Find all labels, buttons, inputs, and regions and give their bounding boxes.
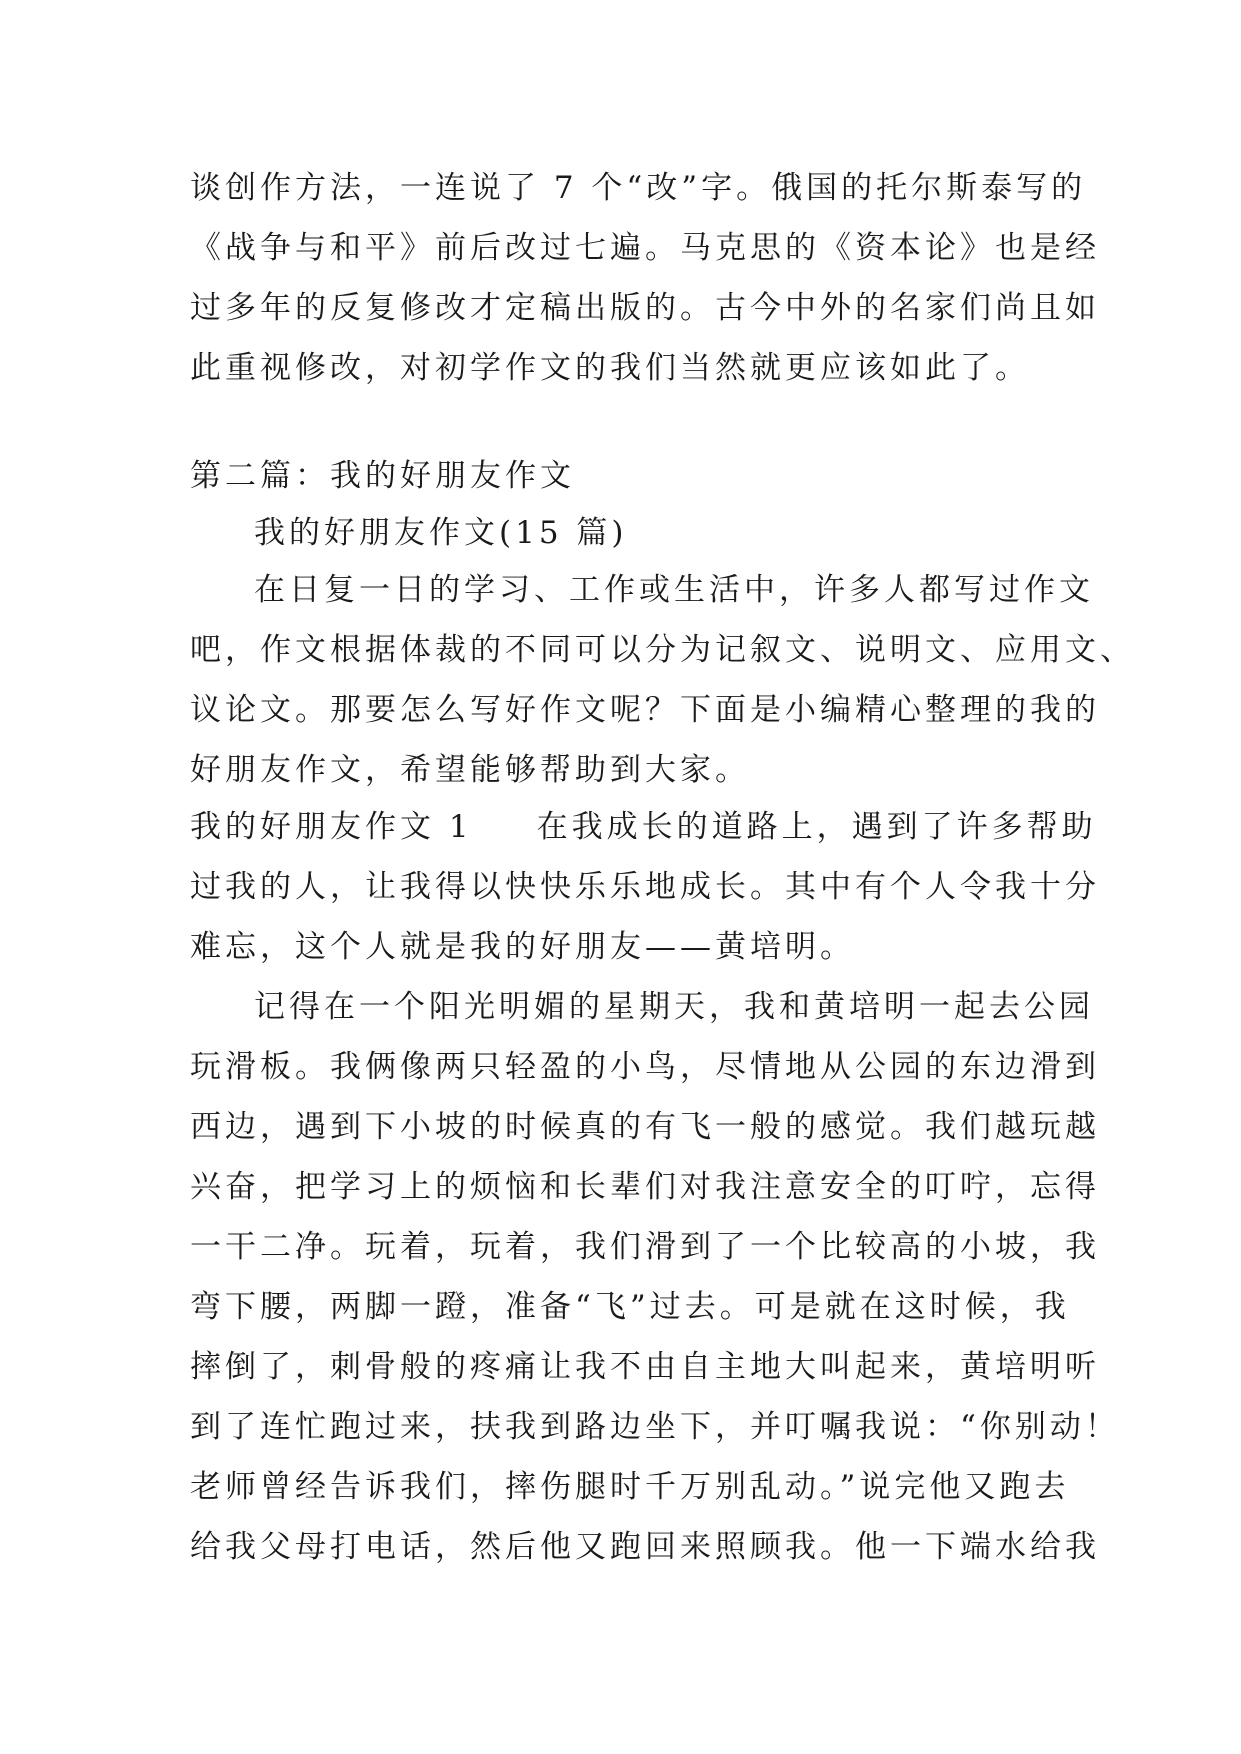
essay-line: 西边，遇到下小坡的时候真的有飞一般的感觉。我们越玩越 xyxy=(190,1109,1100,1145)
essay-line: 兴奋，把学习上的烦恼和长辈们对我注意安全的叮咛，忘得 xyxy=(190,1169,1100,1205)
paragraph-line: 《战争与和平》前后改过七遍。马克思的《资本论》也是经 xyxy=(190,230,1100,266)
essay-line: 玩滑板。我俩像两只轻盈的小鸟，尽情地从公园的东边滑到 xyxy=(190,1049,1100,1085)
section-heading: 第二篇：我的好朋友作文 xyxy=(190,458,575,494)
essay-line: 弯下腰，两脚一蹬，准备“飞”过去。可是就在这时候，我 xyxy=(190,1289,1070,1325)
essay-line: 老师曾经告诉我们，摔伤腿时千万别乱动。”说完他又跑去 xyxy=(190,1469,1070,1505)
essay-line: 到了连忙跑过来，扶我到路边坐下，并叮嘱我说：“你别动！ xyxy=(190,1409,1120,1445)
essay-label-line xyxy=(190,807,1097,847)
essay-line: 摔倒了，刺骨般的疼痛让我不由自主地大叫起来，黄培明听 xyxy=(190,1349,1100,1385)
essay-line: 一干二净。玩着，玩着，我们滑到了一个比较高的小坡，我 xyxy=(190,1229,1100,1265)
essay-line: 记得在一个阳光明媚的星期天，我和黄培明一起去公园 xyxy=(254,989,1094,1025)
essay-line: 给我父母打电话，然后他又跑回来照顾我。他一下端水给我 xyxy=(190,1529,1100,1565)
essay-label: 我的好朋友作文 1 xyxy=(190,809,473,845)
intro-line: 在日复一日的学习、工作或生活中，许多人都写过作文 xyxy=(254,572,1094,608)
intro-line: 吧，作文根据体裁的不同可以分为记叙文、说明文、应用文、 xyxy=(190,632,1135,668)
paragraph-line: 此重视修改，对初学作文的我们当然就更应该如此了。 xyxy=(190,350,1030,386)
paragraph-line: 谈创作方法，一连说了 7 个“改”字。俄国的托尔斯泰写的 xyxy=(190,170,1087,206)
essay-line: 过我的人，让我得以快快乐乐地成长。其中有个人令我十分 xyxy=(190,869,1100,905)
article-title: 我的好朋友作文(15 篇) xyxy=(254,515,628,551)
essay-line: 难忘，这个人就是我的好朋友——黄培明。 xyxy=(190,929,855,965)
intro-line: 议论文。那要怎么写好作文呢？下面是小编精心整理的我的 xyxy=(190,692,1100,728)
intro-line: 好朋友作文，希望能够帮助到大家。 xyxy=(190,752,750,788)
essay-first-line: 在我成长的道路上，遇到了许多帮助 xyxy=(536,809,1097,845)
paragraph-line: 过多年的反复修改才定稿出版的。古今中外的名家们尚且如 xyxy=(190,290,1100,326)
